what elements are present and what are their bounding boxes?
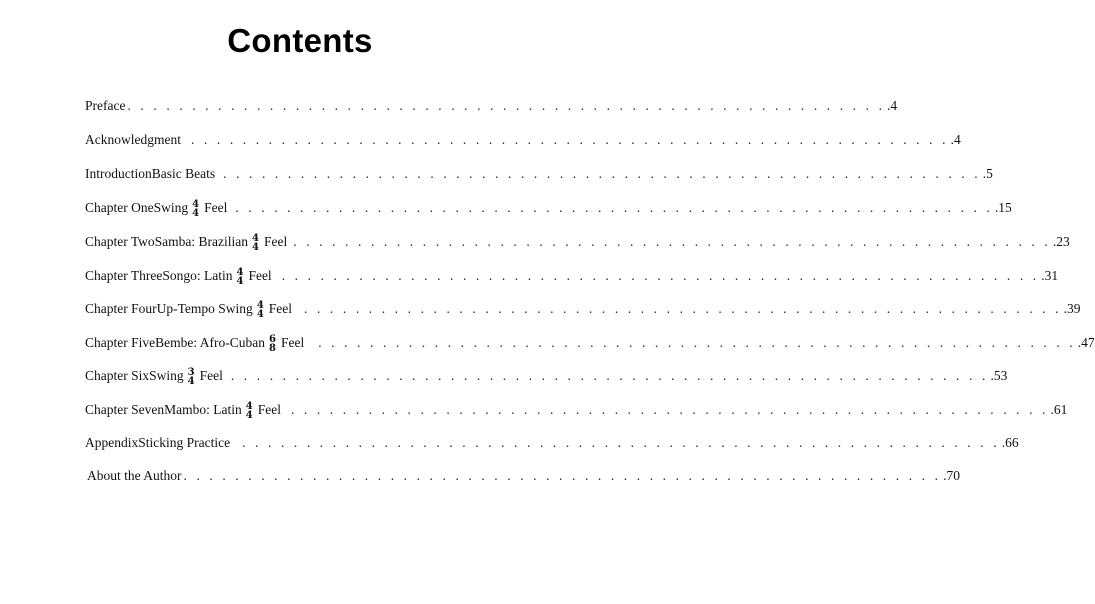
entry-topic-group <box>138 435 1018 451</box>
toc-entry-about-the-author <box>87 466 960 484</box>
time-signature <box>188 368 195 386</box>
entry-topic: Songo: Latin <box>162 268 233 283</box>
dot-leader: . . . . . . . . . . . . . . . . . . . . . . . . . . . . . . . . . . . . . . . . . . . . . . . . . . . . . . . . . . . <box>183 468 942 483</box>
entry-page: .15 <box>994 200 1012 215</box>
entry-topic-group <box>149 366 1008 387</box>
entry-topic-suffix: Feel <box>280 335 305 350</box>
time-signature <box>269 335 276 353</box>
entry-page: .4 <box>887 98 898 113</box>
toc-entry-preface <box>85 96 898 114</box>
entry-topic-suffix: Feel <box>204 200 228 215</box>
time-signature-bottom: 4 <box>187 376 195 387</box>
dot-leader: . . . . . . . . . . . . . . . . . . . . . . . . . . . . . . . . . . . . . . . . . . . . . . . . . . . . . . . . . . . <box>318 335 1076 350</box>
time-signature <box>252 234 259 252</box>
entry-label: Chapter Five <box>85 335 156 350</box>
entry-topic: Bembe: Afro-Cuban <box>155 335 265 350</box>
time-signature-top: 6 <box>268 334 276 345</box>
entry-page: .39 <box>1063 301 1081 316</box>
entry-topic: Swing <box>153 200 189 215</box>
dot-leader: . . . . . . . . . . . . . . . . . . . . . . . . . . . . . . . . . . . . . . . . . . . . . . . . . . . . . . . . . . . <box>281 268 1040 283</box>
entry-topic-suffix: Feel <box>257 402 281 417</box>
entry-label: Chapter Three <box>85 268 163 283</box>
entry-topic-suffix: Feel <box>199 368 223 383</box>
time-signature-top: 4 <box>256 300 264 311</box>
entry-page: .47 <box>1077 335 1095 350</box>
entry-page: .61 <box>1050 402 1068 417</box>
entry-topic-group <box>156 299 1081 320</box>
toc-entry-chapter-six <box>85 366 1008 387</box>
dot-leader: . . . . . . . . . . . . . . . . . . . . . . . . . . . . . . . . . . . . . . . . . . . . . . . . . . . . . . . . . . . <box>223 166 981 181</box>
entry-page: .53 <box>990 368 1008 383</box>
time-signature <box>257 301 264 319</box>
dot-leader: . . . . . . . . . . . . . . . . . . . . . . . . . . . . . . . . . . . . . . . . . . . . . . . . . . . . . . . . . . . <box>293 234 1051 249</box>
entry-page: .66 <box>1001 435 1019 450</box>
time-signature-top: 4 <box>245 401 253 412</box>
dot-leader: . . . . . . . . . . . . . . . . . . . . . . . . . . . . . . . . . . . . . . . . . . . . . . . . . . . . . . . . . . . <box>242 435 1000 450</box>
entry-page: .23 <box>1052 234 1070 249</box>
entry-label: Introduction <box>85 166 152 181</box>
toc-entry-chapter-five <box>85 333 1095 354</box>
entry-label: Chapter Six <box>85 368 150 383</box>
entry-topic-suffix: Feel <box>268 301 293 316</box>
time-signature-bottom: 4 <box>256 309 264 320</box>
entry-page: .5 <box>982 166 993 181</box>
time-signature-top: 4 <box>236 267 244 278</box>
toc-entry-acknowledgment <box>85 130 961 148</box>
entry-page: .4 <box>950 132 961 147</box>
dot-leader: . . . . . . . . . . . . . . . . . . . . . . . . . . . . . . . . . . . . . . . . . . . . . . . . . . . . . . . . . . . <box>304 301 1062 316</box>
entry-label: Chapter Two <box>85 234 155 249</box>
toc-entry-introduction <box>85 164 993 182</box>
entry-topic-group <box>162 266 1059 287</box>
time-signature <box>192 200 199 218</box>
time-signature-bottom: 4 <box>236 276 244 287</box>
entry-topic: Up-Tempo Swing <box>156 301 253 316</box>
entry-topic: Sticking Practice <box>138 435 231 450</box>
time-signature-top: 3 <box>187 367 195 378</box>
toc-entry-chapter-four <box>85 299 1081 320</box>
entry-topic-group <box>152 166 993 182</box>
time-signature-top: 4 <box>192 199 200 210</box>
entry-topic-group <box>155 333 1095 354</box>
entry-page: .31 <box>1041 268 1059 283</box>
dot-leader: . . . . . . . . . . . . . . . . . . . . . . . . . . . . . . . . . . . . . . . . . . . . . . . . . . . . . . . . . . . <box>290 402 1049 417</box>
time-signature-bottom: 4 <box>252 242 259 253</box>
entry-topic: Swing <box>149 368 184 383</box>
dot-leader: . . . . . . . . . . . . . . . . . . . . . . . . . . . . . . . . . . . . . . . . . . . . . . . . . . . . . . . . . . . <box>235 200 993 215</box>
time-signature-bottom: 8 <box>268 343 276 354</box>
entry-label: About the Author <box>87 468 182 483</box>
time-signature-top: 4 <box>252 233 259 244</box>
toc-entry-chapter-two <box>85 232 1070 253</box>
time-signature <box>236 268 243 286</box>
entry-page: .70 <box>943 468 960 483</box>
toc-entry-chapter-one <box>85 198 1012 219</box>
entry-topic-group <box>164 400 1068 421</box>
page-title: Contents <box>227 22 373 59</box>
entry-topic: Mambo: Latin <box>164 402 242 417</box>
dot-leader: . . . . . . . . . . . . . . . . . . . . . . . . . . . . . . . . . . . . . . . . . . . . . . . . . . . . . . . . . . . <box>127 98 886 113</box>
toc-entry-appendix <box>85 433 1019 451</box>
dot-leader: . . . . . . . . . . . . . . . . . . . . . . . . . . . . . . . . . . . . . . . . . . . . . . . . . . . . . . . . . . . <box>190 132 949 147</box>
entry-topic-group <box>154 232 1070 253</box>
toc-entry-chapter-three <box>85 266 1059 287</box>
entry-topic-suffix: Feel <box>248 268 272 283</box>
entry-label: Preface <box>85 98 126 113</box>
time-signature-bottom: 4 <box>192 208 200 219</box>
entry-label: Appendix <box>85 435 139 450</box>
entry-label: Acknowledgment <box>85 132 181 147</box>
entry-topic: Basic Beats <box>151 166 216 181</box>
entry-topic-suffix: Feel <box>264 234 288 249</box>
time-signature <box>246 402 253 420</box>
entry-topic-group <box>153 198 1012 219</box>
entry-label: Chapter Seven <box>85 402 165 417</box>
time-signature-bottom: 4 <box>245 410 253 421</box>
dot-leader: . . . . . . . . . . . . . . . . . . . . . . . . . . . . . . . . . . . . . . . . . . . . . . . . . . . . . . . . . . . <box>230 368 989 383</box>
entry-topic: Samba: Brazilian <box>154 234 249 249</box>
entry-label: Chapter Four <box>85 301 157 316</box>
toc-entry-chapter-seven <box>85 400 1068 421</box>
entry-label: Chapter One <box>85 200 154 215</box>
